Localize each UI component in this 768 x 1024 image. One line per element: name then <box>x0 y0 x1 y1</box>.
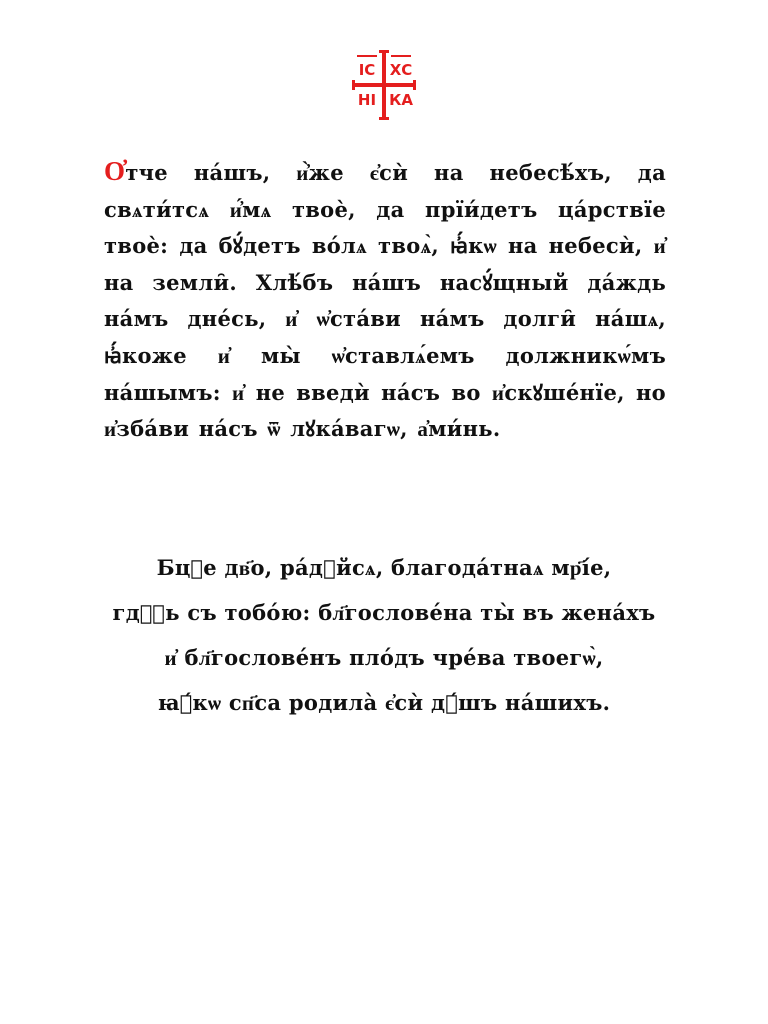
hail-mary-line-3: и҆ бл҃гослове́нъ пло́дъ чре́ва твоегѡ̀, <box>164 645 604 670</box>
hail-mary-line-2: гдⷭ҇ь съ тобо́ю: бл҃гослове́на ты̀ въ жена́хъ <box>112 600 656 625</box>
emblem-xc-text: ХС <box>389 61 413 79</box>
ic-xc-nika-cross-emblem <box>352 50 416 120</box>
emblem-ic-text: ІС <box>358 61 376 79</box>
lords-prayer-text: тче на́шъ, и҆̀же є҆сѝ на небесѣ́хъ, да свѧти́тсѧ и҆́мѧ твоѐ, да прїи́детъ ца́рствїе твоѐ: да бꙋ́детъ во́лѧ твоѧ̀, ꙗ҆́кѡ на небесѝ, и҆ на земли̑. Хлѣ́бъ на́шъ насꙋ́щный да́ждь на́мъ дне́сь, и҆ ѡ҆ста́ви на́мъ долги̑ на́шѧ, ꙗ҆́коже и҆ мы̀ ѡ҆ставлѧ́емъ должникѡ́мъ на́шымъ: и҆ не введѝ на́съ во и҆скꙋше́нїе, но и҆зба́ви на́съ ѿ лꙋка́вагѡ, а҆ми́нь. <box>104 160 666 442</box>
hail-mary-line-1: Бцⷣе дв҃о, ра́дꙋйсѧ, благода́тнаѧ мр҃і́е, <box>156 555 612 580</box>
cross-icon <box>352 50 416 120</box>
hail-mary-line-4: ꙗ҆́кѡ сп҃са родила̀ є҆сѝ дꙋ́шъ на́шихъ. <box>157 690 611 715</box>
hail-mary-paragraph <box>60 545 708 725</box>
drop-initial: О҆ <box>104 156 126 187</box>
emblem-ni-text: НІ <box>357 91 377 109</box>
emblem-ka-text: КА <box>389 91 413 109</box>
lords-prayer-paragraph <box>104 155 666 448</box>
